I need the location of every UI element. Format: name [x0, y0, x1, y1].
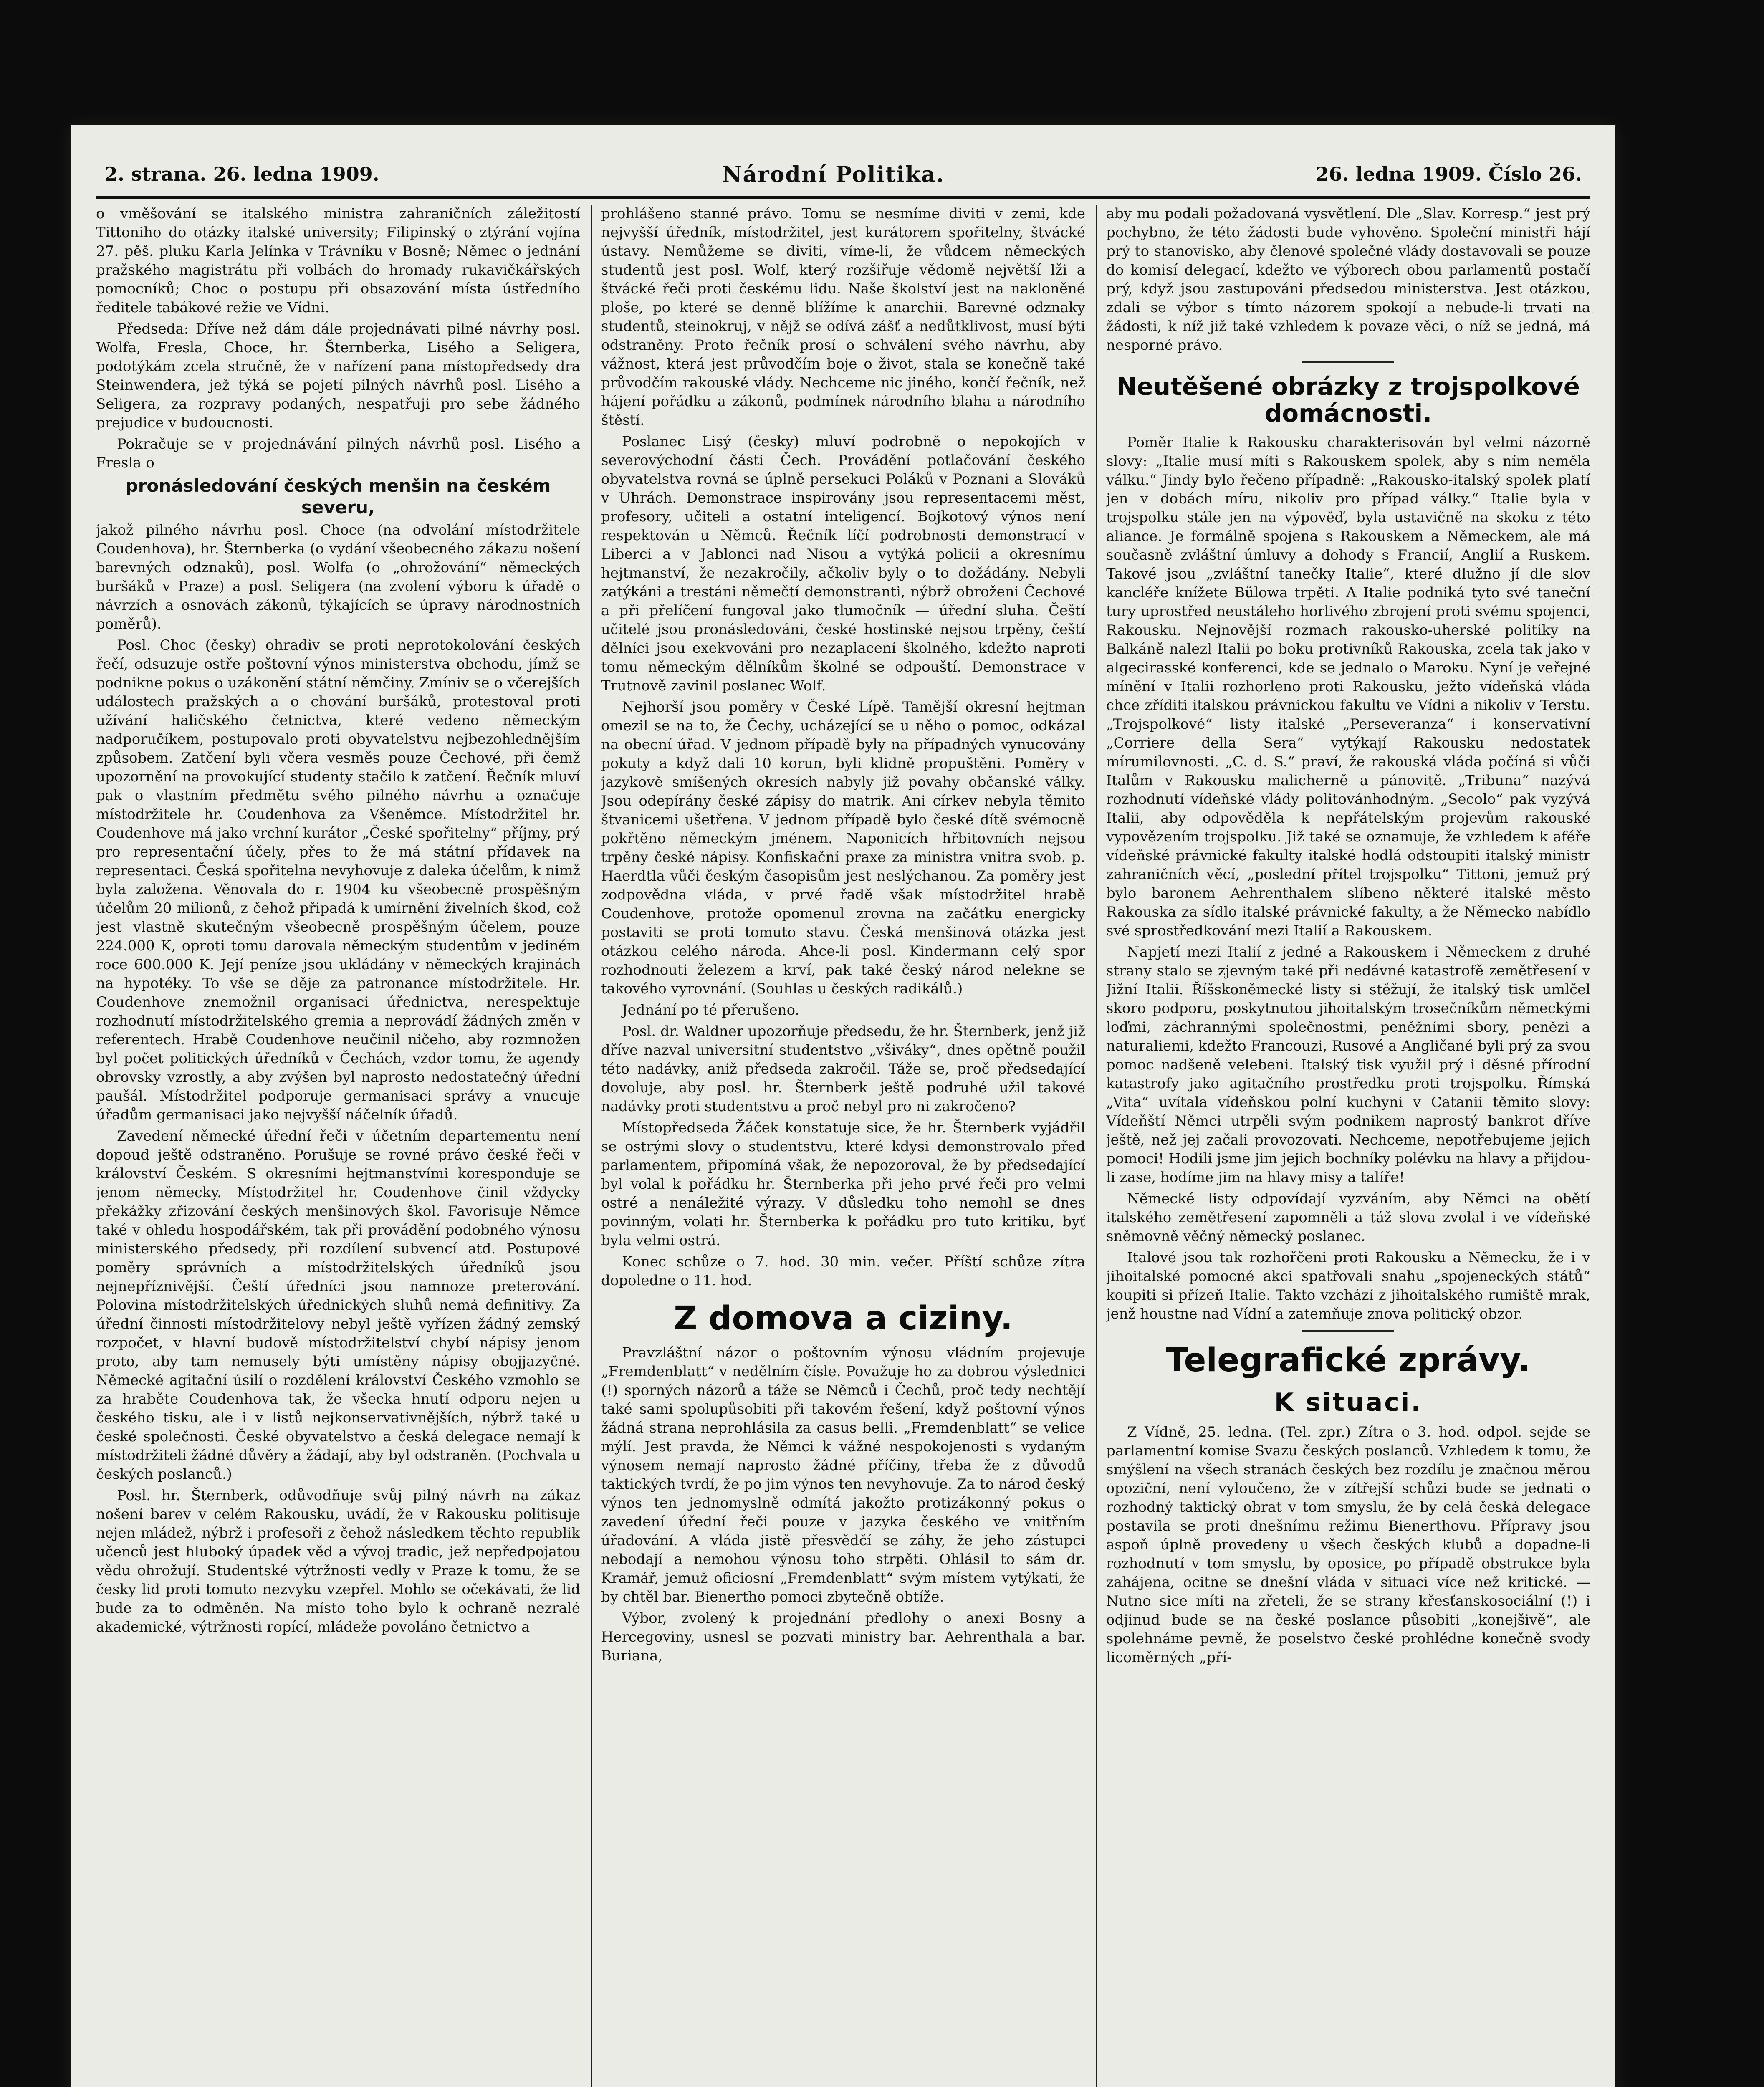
- paragraph: Nejhorší jsou poměry v České Lípě. Tamější okresní hejtman omezil se na to, že Čechy, ucházející se u něho o pomoc, odkázal na obecní úřad. V jednom případě byly na případných vynucovány pokuty a když dali 10 korun, byli klidně propuštěni. Poměry v jazykově smíšených okresích nabyly již povahy občanské války. Jsou odepírány české zápisy do matrik. Ani církev nebyla těmito štvanicemi ušetřena. V jednom případě bylo české dítě svémocně pokřtěno německým jménem. Naponicích hřbitovních nejsou trpěny české nápisy. Konfiskační praxe za ministra vnitra svob. p. Haerdtla vůči českým časopisům jest neslýchanou. Za poměry jest zodpovědna vláda, v prvé řadě však místodržitel hrabě Coudenhove, protože opomenul zrovna na začátku energicky postaviti se proti tomuto stavu. Česká menšinová otázka jest otázkou celého národa. Ahce-li posl. Kindermann celý spor rozhodnouti železem a krví, pak také český národ nelekne se takového vyrovnání. (Souhlas u českých radikálů.): [601, 699, 1085, 997]
- section-heading: Neutěšené obrázky z trojspolkové domácnosti.: [1116, 372, 1580, 427]
- paragraph: Jednání po té přerušeno.: [622, 1002, 800, 1018]
- section-rule: [1302, 1330, 1394, 1332]
- paragraph: Pravzláštní názor o poštovním výnosu vládním projevuje „Fremdenblatt“ v nedělním čísle. Považuje ho za dobrou výslednici (!) sporných názorů a táže se Němců i Čechů, proč tedy nechtějí také sami spolupůsobiti při takovém řešení, když poštovní výnos žádná strana neprohlásila za casus belli. „Fremdenblatt“ se velice mýlí. Jest pravda, že Němci k vážné nespokojenosti s vydaným výnosem nemají naprosto žádné příčiny, třeba že z důvodů taktických tvrdí, že po jim výnos ten nevyhovuje. Za to národ český výnos ten jednomyslně odmítá jakožto protizákonný pokus o zavedení úřední řeči pouze v jazyka českého ve vnitřním úřadování. A vláda jistě přesvědčí se záhy, že jeho zástupci nebodají a nemohou výnosu toho strpěti. Ohlásil to sám dr. Kramář, jemuž oficiosní „Fremdenblatt“ svým místem vytýkati, že by chtěl bar. Bienertho pomoci zbytečně obtíže.: [601, 1344, 1085, 1605]
- newspaper-page: [71, 125, 1615, 2087]
- section-rule: [1302, 361, 1394, 363]
- header-issue: 26. ledna 1909. Číslo 26.: [1315, 163, 1582, 185]
- paragraph: Poměr Italie k Rakousku charakterisován byl velmi názorně slovy: „Italie musí míti s Rakouskem spolek, aby s ním neměla válku.“ Jindy bylo řečeno případně: „Rakousko-italský spolek platí jen v dobách míru, nikoliv pro případ války.“ Italie byla v trojspolku stále jen na výpověď, byla ustavičně na skoku z této aliance. Je formálně spojena s Rakouskem a Německem, ale má současně zvláštní úmluvy a dohody s Francií, Anglií a Ruskem. Takové jsou „zvláštní tanečky Italie“, které dlužno jí dle slov kancléře knížete Bülowa trpěti. A Italie podniká tyto své taneční tury uprostřed neustáleho horlivého zbrojení proti svému spojenci, Rakousku. Nejnovější rozmach rakousko-uherské politiky na Balkáně nalezl Italii po boku protivníků Rakouska, zcela tak jako v algecirasské konferenci, kde se jednalo o Maroku. Nyní je veřejné mínění v Italii rozhorleno proti Rakousku, ježto vídeňská vláda chce zříditi italskou právnickou fakultu ve Vídni a nikoliv v Terstu. „Trojspolkové“ listy italské „Perseveranza“ i konservativní „Corriere della Sera“ vytýkají Rakousku nedostatek mírumilovnosti. „C. d. S.“ praví, že rakouská vláda počíná si vůči Italům v Rakousku malicherně a pánovitě. „Tribuna“ nazývá rozhodnutí vídeňské vlády politovánhodným. „Secolo“ pak vyzývá Italii, aby odpověděla k nepřátelským projevům rakouské vypovězením trojspolku. Již také se oznamuje, že vzhledem k aféře vídeňské právnické fakulty italské hodlá odstoupiti italský ministr zahraničních věcí, „poslední přítel trojspolku“ Tittoni, jemuž prý bylo baronem Aehrenthalem slíbeno některé italské město Rakouska za sídlo italské právnické fakulty, a že Německo nabídlo své sprostředkování mezi Italií a Rakouskem.: [1106, 434, 1590, 939]
- paragraph: Z Vídně, 25. ledna. (Tel. zpr.) Zítra o 3. hod. odpol. sejde se parlamentní komise Svazu českých poslanců. Vzhledem k tomu, že smýšlení na všech stranách českých bez rozdílu je značnou měrou opoziční, není vyloučeno, že v zítřejší schůzi bude se jednati o rozhodný taktický obrat v tom smyslu, že by celá česká delegace postavila se proti dnešnímu režimu Bienerthovu. Přípravy jsou aspoň úplně provedeny u všech českých klubů a dopadne-li rozhodnutí v tom smyslu, by oposice, po případě obstrukce byla zahájena, ocitne se dnešní vláda v situaci více než kritické. — Nutno sice míti na zřeteli, že se strany křesťanskosociální (!) i odjinud bude se na české poslance působiti „konejšivě“, ale spolehnáme pevně, že poselstvo české prohlédne konečně svody licoměrných „pří-: [1106, 1424, 1590, 1666]
- paragraph: o vměšování se italského ministra zahraničních záležitostí Tittoniho do otázky italské university; Filipinský o ztýrání vojína 27. pěš. pluku Karla Jelínka v Trávníku v Bosně; Němec o jednání pražského magistrátu při volbách do hromady rukavičkářských pomocníků; Choc o postupu při obsazování místa ústředního ředitele tabákové režie ve Vídni.: [96, 205, 580, 316]
- inline-heading: pronásledování českých menšin na českém severu,: [125, 475, 551, 518]
- paragraph: Předseda: Dříve než dám dále projednávati pilné návrhy posl. Wolfa, Fresla, Choce, hr. Šternberka, Lisého a Seligera, podotýkám zcela stručně, že v nařízení pana místopředsedy dra Steinwendera, jež týká se pojetí pilných návrhů posl. Lisého a Seligera, za rozpravy podaných, nespatřuji pro sebe žádného prejudice v budoucnosti.: [96, 321, 580, 431]
- paragraph: Posl. dr. Waldner upozorňuje předsedu, že hr. Šternberk, jenž již dříve nazval universitní studentstvo „všiváky“, dnes opětně použil této nadávky, aniž předseda zakročil. Táže se, proč předsedající dovoluje, aby posl. hr. Šternberk ještě podruhé užil takové nadávky proti studentstvu a proč nebyl pro ni zakročeno?: [601, 1023, 1085, 1115]
- page-header: [96, 159, 1590, 192]
- column-2: [601, 205, 1085, 2087]
- column-1: [96, 205, 580, 2087]
- column-divider: [1096, 205, 1097, 2087]
- paragraph: aby mu podali požadovaná vysvětlení. Dle „Slav. Korresp.“ jest prý pochybno, že této žádosti bude vyhověno. Společní ministři hájí prý to stanovisko, aby členové společné vlády dostavovali se pouze do komisí delegací, kdežto ve výborech obou parlamentů postačí prý, když jsou zastupováni předsedou ministerstva. Jest otázkou, zdali se výbor s tímto názorem spokojí a nebude-li trvati na žádosti, k níž již také vzhledem k povaze věci, o níž se jedná, má nesporné právo.: [1106, 205, 1590, 354]
- paragraph: Výbor, zvolený k projednání předlohy o anexi Bosny a Hercegoviny, usnesl se pozvati ministry bar. Aehrenthala a bar. Buriana,: [601, 1610, 1085, 1664]
- masthead-title: Národní Politika.: [722, 162, 945, 187]
- section-heading: Z domova a ciziny.: [673, 1300, 1013, 1337]
- section-heading: Telegrafické zprávy.: [1166, 1342, 1531, 1379]
- paragraph: Pokračuje se v projednávání pilných návrhů posl. Lisého a Fresla o: [96, 436, 580, 471]
- paragraph: Poslanec Lisý (česky) mluví podrobně o nepokojích v severovýchodní části Čech. Provádění potlačování českého obyvatelstva rovná se úplně persekuci Poláků v Poznani a Slováků v Uhrách. Demonstrace inspirovány jsou representacemi měst, profesory, učiteli a ostatní inteligencí. Bojkotový výnos není respektován u Němců. Řečník líčí podrobnosti demonstrací v Liberci a v Jablonci nad Nisou a vytýká policii a okresnímu hejtmanství, že nezakročily, ačkoliv byly o to dožádány. Nebyli zatýkáni a trestáni němečtí demonstranti, nýbrž obroženi Čechové a při přelíčení fungoval jako tlumočník — úřední sluha. Čeští učitelé jsou pronásledováni, české hostinské nejsou trpěny, čeští dělníci jsou exekvováni pro nezaplacení školného, kdežto naproti tomu německým dělníkům školné se odpouští. Demonstrace v Trutnově zavinil poslanec Wolf.: [601, 433, 1085, 694]
- paragraph: Zavedení německé úřední řeči v účetním departementu není dopoud ještě odstraněno. Porušuje se rovné právo české řeči v království Českém. S okresními hejtmanstvími koresponduje se jenom německy. Místodržitel hr. Coudenhove činil vždycky překážky zřizování českých menšinových škol. Favorisuje Němce také v ohledu hospodářském, tak při provádění podobného výnosu ministerského předsedy, při rozdílení subvencí atd. Postupové poměry správních a místodržitelských úředníků jsou nejnepříznivější. Čeští úředníci jsou namnoze preterování. Polovina místodržitelských úřednických sluhů nemá definitivy. Za úřední činnosti místodržitelovy nebyl ještě vyřízen žádný zemský rozpočet, v hlavní budově místodržitelství chybí nápisy jenom proto, aby tam nemusely býti umístěny nápisy obojjazyčné. Německé agitační úsilí o rozdělení království Českého vzmohlo se za hraběte Coudenhova tak, že všecka hnutí odporu nejen u českého tisku, ale i v listů nejkonservativnějších, nýbrž také u české společnosti. České obyvatelstvo a česká delegace nemají k místodržiteli žádné důvěry a žádají, aby byl odstraněn. (Pochvala u českých poslanců.): [96, 1128, 580, 1483]
- paragraph: jakož pilného návrhu posl. Choce (na odvolání místodržitele Coudenhova), hr. Šternberka (o vydání všeobecného zákazu nošení barevných odznaků), posl. Wolfa (o „ohrožování“ německých buršáků v Praze) a posl. Seligera (na zvolení výboru k úřadě o návrzích a osnovách zákonů, týkajících se úpravy národnostních poměrů).: [96, 522, 580, 632]
- paragraph: Posl. hr. Šternberk, odůvodňuje svůj pilný návrh na zákaz nošení barev v celém Rakousku, uvádí, že v Rakousku politisuje nejen mládež, nýbrž i profesoři z čehož následkem těchto republik učenců jest hluboký úpadek věd a vývoj tradic, jež nepředpojatou vědu ohrožují. Studentské výtržnosti vedly v Praze k tomu, že se česky lid proti tomuto nezvyku vzepřel. Mohlo se očekávati, že lid bude za to odměněn. Na místo toho bylo k ochraně nezralé akademické, výtržnosti ropící, mládeže povoláno četnictvo a: [96, 1487, 580, 1635]
- sub-heading: K situaci.: [1274, 1388, 1423, 1417]
- column-divider: [591, 205, 592, 2087]
- paragraph: Německé listy odpovídají vyzváním, aby Němci na obětí italského zemětřesení zapomněli a táž slova zvolal i ve vídeňské sněmovně věčný německý poslanec.: [1106, 1190, 1590, 1245]
- header-rule: [96, 196, 1590, 199]
- paragraph: Posl. Choc (česky) ohradiv se proti neprotokolování českých řečí, odsuzuje ostře poštovní výnos ministerstva obchodu, jímž se podnikne pokus o uzákonění státní němčiny. Zmíniv se o včerejších událostech pražských a o chování buršáků, protestoval proti užívání haličského četnictva, které vedeno německým nadporučíkem, postupovalo proti obyvatelstvu nejbezohlednějším způsobem. Zatčení byli včera vesměs pouze Čechové, při čemž upozornění na provokující studenty stačilo k zatčení. Řečník mluví pak o vlastním předmětu svého pilného návrhu a označuje místodržitele hr. Coudenhova za Všeněmce. Místodržitel hr. Coudenhove má jako vrchní kurátor „České spořitelny“ příjmy, prý pro representační účely, přes to že má státní přídavek na representaci. Česká spořitelna nevyhovuje z daleka účelům, k nimž byla založena. Věnovala do r. 1904 ku všeobecně prospěšným účelům 20 milionů, z čehož připadá k umírnění živelních škod, což jest vlastně skutečným všeobecně prospěšným účelem, pouze 224.000 K, oproti tomu darovala německým studentům v jediném roce 600.000 K. Její peníze jsou ukládány v německých krajinách na hypotéky. To vše se děje za patronance místodržitele. Hr. Coudenhove znemožnil organisaci úřednictva, nerespektuje rozhodnutí místodržitelského gremia a neprovádí žádných změn v referentech. Hrabě Coudenhove neučinil ničeho, aby rozmnožen byl počet politických úředníků v Čechách, vzdor tomu, že agendy obrovsky vzrostly, a aby zvýšen byl naprosto nedostatečný úřední paušál. Místodržitel podporuje germanisaci správy a vnucuje úřadům germanisaci jako nejvyšší náčelník úřadů.: [96, 637, 580, 1123]
- header-page-date: 2. strana. 26. ledna 1909.: [104, 163, 379, 185]
- paragraph: Italové jsou tak rozhořčeni proti Rakousku a Německu, že i v jihoitalské pomocné akci spatřovali snahu „spojeneckých států“ koupiti si přízeň Italie. Takto vzchází z jihoitalského rumiště mrak, jenž houstne nad Vídní a zatemňuje znova politický obzor.: [1106, 1249, 1590, 1322]
- paragraph: Místopředseda Žáček konstatuje sice, že hr. Šternberk vyjádřil se ostrými slovy o studentstvu, které kdysi demonstrovalo před parlamentem, připomíná však, že nepozoroval, že by předsedající byl volal k pořádku hr. Šternberka při jeho prvé řeči pro velmi ostré a nenáležité výrazy. V důsledku toho nemohl se dnes povinným, volati hr. Šternberka k pořádku pro tuto kritiku, byť byla velmi ostrá.: [601, 1119, 1085, 1249]
- paragraph: Konec schůze o 7. hod. 30 min. večer. Příští schůze zítra dopoledne o 11. hod.: [601, 1253, 1085, 1289]
- paragraph: prohlášeno stanné právo. Tomu se nesmíme diviti v zemi, kde nejvyšší úředník, místodržitel, jest kurátorem spořitelny, štvácké ústavy. Nemůžeme se diviti, víme-li, že vůdcem německých studentů jest posl. Wolf, který rozšiřuje vědomě největší lži a štvácké řeči proti českému lidu. Naše školství jest na nakloněné ploše, po které se denně blížíme k anarchii. Barevné odznaky studentů, steinokruj, v nějž se odívá zášť a nedůtklivost, musí býti odstraněny. Proto řečník prosí o schválení svého návrhu, aby vážnost, která jest průvodčím boje o život, stala se konečně také průvodčím rakouské vlády. Nechceme nic jiného, končí řečník, než hájení pořádku a zákonů, podmínek národního blaha a národního štěstí.: [601, 205, 1085, 429]
- column-3: [1106, 205, 1590, 2087]
- paragraph: Napjetí mezi Italií z jedné a Rakouskem i Německem z druhé strany stalo se zjevným také při nedávné katastrofě zemětřesení v Jižní Italii. Říšskoněmecké listy si stěžují, že italský tisk umlčel skoro podporu, poskytnutou jihoitalským trosečníkům německými loďmi, záchrannými společnostmi, peněžními sbory, penězi a naturaliemi, kdežto Francouzi, Rusové a Angličané byli prý za svou pomoc nadšeně velebeni. Italský tisk využil prý i děsné přírodní katastrofy jako agitačního prostředku proti trojspolku. Římská „Vita“ uvítala vídeňskou polní kuchyni v Catanii těmito slovy: Vídeňští Němci utrpěli svým podnikem naprostý bankrot dříve ještě, než jej začali provozovati. Nechceme, nepotřebujeme jejich pomoci! Hodili jsme jim jejich bochníky polévku na hlavy a přijdou-li zase, hodíme jim na hlavy misy a talíře!: [1106, 944, 1590, 1186]
